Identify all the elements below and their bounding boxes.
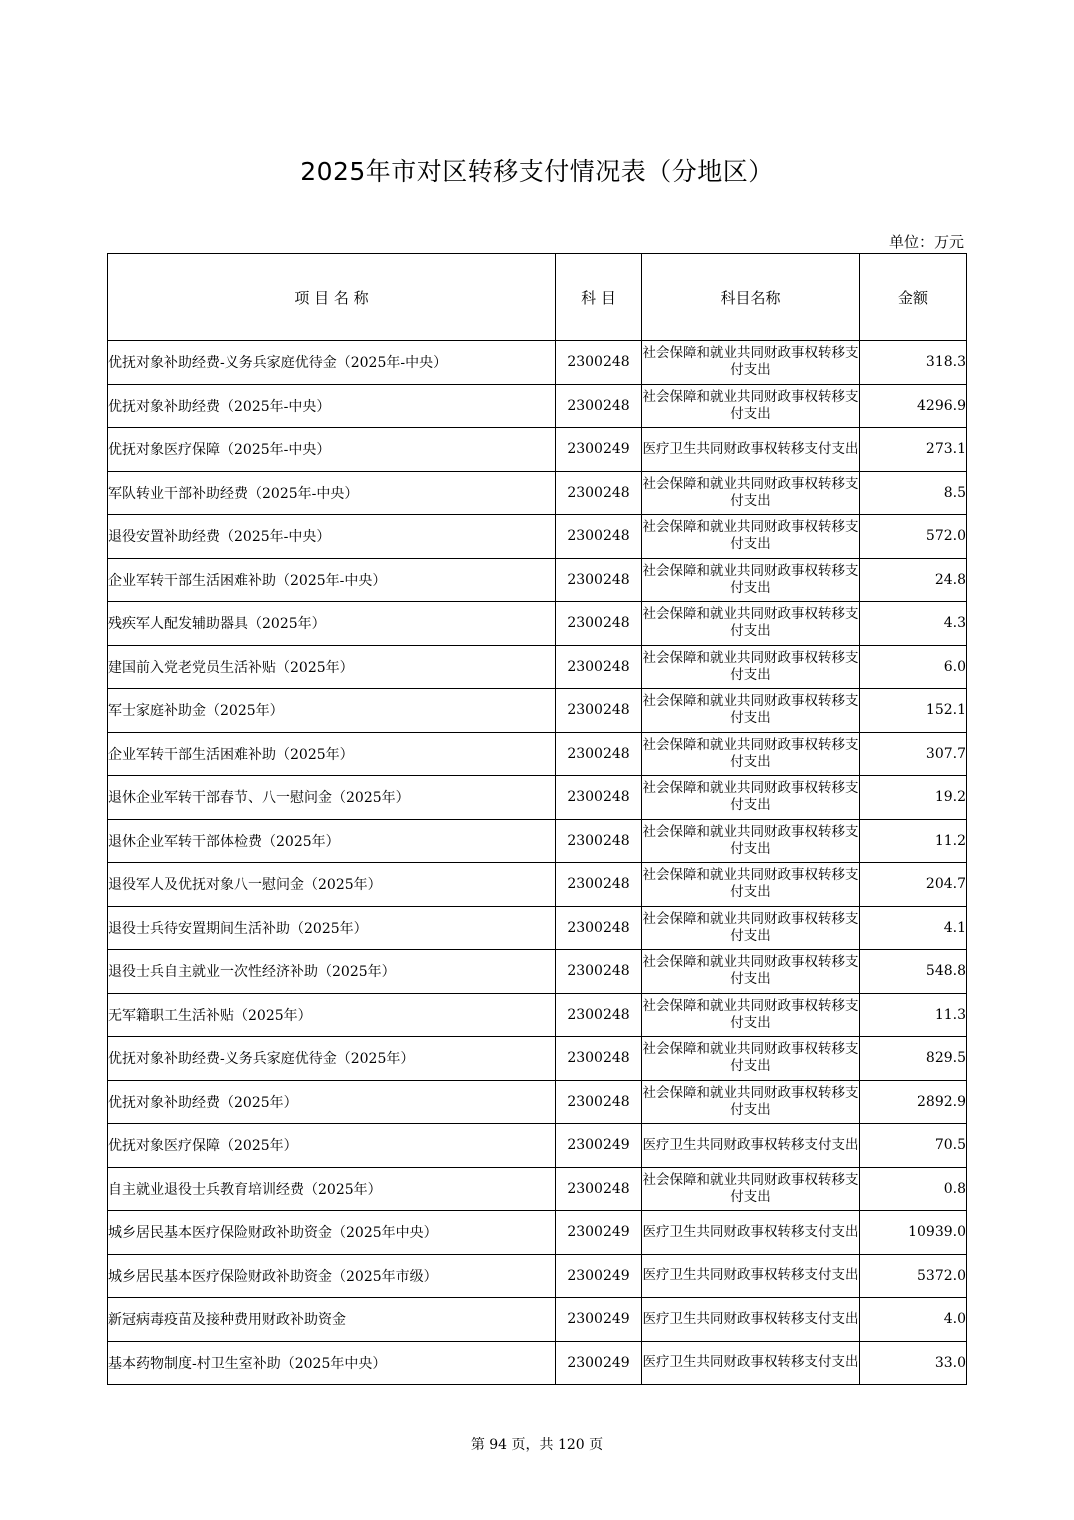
project-name-cell: 退役士兵待安置期间生活补助（2025年） (108, 906, 556, 950)
project-name-cell: 城乡居民基本医疗保险财政补助资金（2025年市级） (108, 1254, 556, 1298)
subject-code-cell: 2300248 (556, 906, 642, 950)
subject-name-cell: 社会保障和就业共同财政事权转移支付支出 (642, 689, 860, 733)
project-name-cell: 新冠病毒疫苗及接种费用财政补助资金 (108, 1298, 556, 1342)
table-row (108, 950, 967, 994)
amount-cell: 307.7 (860, 732, 967, 776)
subject-code-cell: 2300249 (556, 428, 642, 472)
page-footer: 第 94 页，共 120 页 (470, 1437, 604, 1453)
subject-name-cell: 社会保障和就业共同财政事权转移支付支出 (642, 732, 860, 776)
subject-code-cell: 2300248 (556, 384, 642, 428)
table-row (108, 689, 967, 733)
amount-cell: 10939.0 (860, 1211, 967, 1255)
amount-cell: 152.1 (860, 689, 967, 733)
table-body (108, 341, 967, 1385)
subject-name-cell: 社会保障和就业共同财政事权转移支付支出 (642, 1037, 860, 1081)
subject-code-cell: 2300248 (556, 341, 642, 385)
subject-name-cell: 社会保障和就业共同财政事权转移支付支出 (642, 863, 860, 907)
amount-cell: 4296.9 (860, 384, 967, 428)
table-row (108, 863, 967, 907)
header-subject-code: 科 目 (556, 254, 642, 341)
subject-code-cell: 2300249 (556, 1211, 642, 1255)
table-row (108, 471, 967, 515)
amount-cell: 4.3 (860, 602, 967, 646)
table-row (108, 645, 967, 689)
project-name-cell: 退休企业军转干部春节、八一慰问金（2025年） (108, 776, 556, 820)
subject-code-cell: 2300248 (556, 471, 642, 515)
header-subject-name: 科目名称 (642, 254, 860, 341)
project-name-cell: 优抚对象医疗保障（2025年-中央） (108, 428, 556, 472)
amount-cell: 0.8 (860, 1167, 967, 1211)
table-row (108, 384, 967, 428)
subject-code-cell: 2300248 (556, 602, 642, 646)
table-row (108, 515, 967, 559)
subject-name-cell: 医疗卫生共同财政事权转移支付支出 (642, 1341, 860, 1385)
table-row (108, 776, 967, 820)
project-name-cell: 残疾军人配发辅助器具（2025年） (108, 602, 556, 646)
amount-cell: 11.3 (860, 993, 967, 1037)
project-name-cell: 优抚对象补助经费（2025年） (108, 1080, 556, 1124)
table-header-row (108, 254, 967, 341)
project-name-cell: 退役军人及优抚对象八一慰问金（2025年） (108, 863, 556, 907)
subject-name-cell: 社会保障和就业共同财政事权转移支付支出 (642, 645, 860, 689)
subject-name-cell: 医疗卫生共同财政事权转移支付支出 (642, 1254, 860, 1298)
subject-code-cell: 2300248 (556, 1080, 642, 1124)
header-project-name: 项 目 名 称 (108, 254, 556, 341)
subject-name-cell: 医疗卫生共同财政事权转移支付支出 (642, 428, 860, 472)
subject-code-cell: 2300248 (556, 819, 642, 863)
amount-cell: 318.3 (860, 341, 967, 385)
amount-cell: 6.0 (860, 645, 967, 689)
subject-name-cell: 社会保障和就业共同财政事权转移支付支出 (642, 819, 860, 863)
project-name-cell: 城乡居民基本医疗保险财政补助资金（2025年中央） (108, 1211, 556, 1255)
transfer-payment-table (107, 253, 967, 1385)
unit-label: 单位：万元 (888, 233, 964, 251)
project-name-cell: 优抚对象补助经费（2025年-中央） (108, 384, 556, 428)
project-name-cell: 军队转业干部补助经费（2025年-中央） (108, 471, 556, 515)
subject-code-cell: 2300248 (556, 1167, 642, 1211)
table-row (108, 1124, 967, 1168)
project-name-cell: 优抚对象补助经费-义务兵家庭优待金（2025年-中央） (108, 341, 556, 385)
subject-name-cell: 社会保障和就业共同财政事权转移支付支出 (642, 993, 860, 1037)
project-name-cell: 无军籍职工生活补贴（2025年） (108, 993, 556, 1037)
amount-cell: 2892.9 (860, 1080, 967, 1124)
subject-name-cell: 社会保障和就业共同财政事权转移支付支出 (642, 906, 860, 950)
table-row (108, 602, 967, 646)
subject-code-cell: 2300248 (556, 558, 642, 602)
table-row (108, 1254, 967, 1298)
table-row (108, 1341, 967, 1385)
subject-name-cell: 社会保障和就业共同财政事权转移支付支出 (642, 558, 860, 602)
table-row (108, 341, 967, 385)
subject-code-cell: 2300248 (556, 689, 642, 733)
amount-cell: 33.0 (860, 1341, 967, 1385)
subject-code-cell: 2300248 (556, 950, 642, 994)
table-row (108, 819, 967, 863)
table-row (108, 1167, 967, 1211)
amount-cell: 829.5 (860, 1037, 967, 1081)
table-row (108, 1080, 967, 1124)
table-row (108, 1037, 967, 1081)
subject-name-cell: 社会保障和就业共同财政事权转移支付支出 (642, 950, 860, 994)
project-name-cell: 企业军转干部生活困难补助（2025年） (108, 732, 556, 776)
table-row (108, 732, 967, 776)
amount-cell: 70.5 (860, 1124, 967, 1168)
table-row (108, 1211, 967, 1255)
amount-cell: 24.8 (860, 558, 967, 602)
project-name-cell: 军士家庭补助金（2025年） (108, 689, 556, 733)
subject-code-cell: 2300249 (556, 1254, 642, 1298)
project-name-cell: 基本药物制度-村卫生室补助（2025年中央） (108, 1341, 556, 1385)
subject-name-cell: 社会保障和就业共同财政事权转移支付支出 (642, 471, 860, 515)
table-row (108, 558, 967, 602)
subject-name-cell: 社会保障和就业共同财政事权转移支付支出 (642, 341, 860, 385)
amount-cell: 11.2 (860, 819, 967, 863)
subject-name-cell: 社会保障和就业共同财政事权转移支付支出 (642, 1167, 860, 1211)
table-row (108, 906, 967, 950)
amount-cell: 273.1 (860, 428, 967, 472)
subject-name-cell: 社会保障和就业共同财政事权转移支付支出 (642, 384, 860, 428)
subject-name-cell: 社会保障和就业共同财政事权转移支付支出 (642, 1080, 860, 1124)
table-row (108, 428, 967, 472)
subject-name-cell: 社会保障和就业共同财政事权转移支付支出 (642, 602, 860, 646)
project-name-cell: 企业军转干部生活困难补助（2025年-中央） (108, 558, 556, 602)
project-name-cell: 退役士兵自主就业一次性经济补助（2025年） (108, 950, 556, 994)
subject-code-cell: 2300248 (556, 732, 642, 776)
subject-name-cell: 医疗卫生共同财政事权转移支付支出 (642, 1124, 860, 1168)
subject-code-cell: 2300248 (556, 863, 642, 907)
amount-cell: 204.7 (860, 863, 967, 907)
subject-name-cell: 医疗卫生共同财政事权转移支付支出 (642, 1298, 860, 1342)
table-row (108, 993, 967, 1037)
subject-code-cell: 2300248 (556, 1037, 642, 1081)
header-amount: 金额 (860, 254, 967, 341)
project-name-cell: 建国前入党老党员生活补贴（2025年） (108, 645, 556, 689)
subject-code-cell: 2300249 (556, 1341, 642, 1385)
project-name-cell: 退休企业军转干部体检费（2025年） (108, 819, 556, 863)
project-name-cell: 优抚对象补助经费-义务兵家庭优待金（2025年） (108, 1037, 556, 1081)
amount-cell: 4.0 (860, 1298, 967, 1342)
page-title: 2025年市对区转移支付情况表（分地区） (300, 157, 774, 186)
subject-code-cell: 2300249 (556, 1298, 642, 1342)
amount-cell: 572.0 (860, 515, 967, 559)
amount-cell: 4.1 (860, 906, 967, 950)
subject-code-cell: 2300249 (556, 1124, 642, 1168)
project-name-cell: 自主就业退役士兵教育培训经费（2025年） (108, 1167, 556, 1211)
amount-cell: 5372.0 (860, 1254, 967, 1298)
subject-name-cell: 社会保障和就业共同财政事权转移支付支出 (642, 515, 860, 559)
project-name-cell: 优抚对象医疗保障（2025年） (108, 1124, 556, 1168)
subject-code-cell: 2300248 (556, 645, 642, 689)
project-name-cell: 退役安置补助经费（2025年-中央） (108, 515, 556, 559)
subject-code-cell: 2300248 (556, 776, 642, 820)
table-row (108, 1298, 967, 1342)
amount-cell: 8.5 (860, 471, 967, 515)
amount-cell: 548.8 (860, 950, 967, 994)
subject-code-cell: 2300248 (556, 993, 642, 1037)
subject-name-cell: 社会保障和就业共同财政事权转移支付支出 (642, 776, 860, 820)
subject-name-cell: 医疗卫生共同财政事权转移支付支出 (642, 1211, 860, 1255)
amount-cell: 19.2 (860, 776, 967, 820)
subject-code-cell: 2300248 (556, 515, 642, 559)
